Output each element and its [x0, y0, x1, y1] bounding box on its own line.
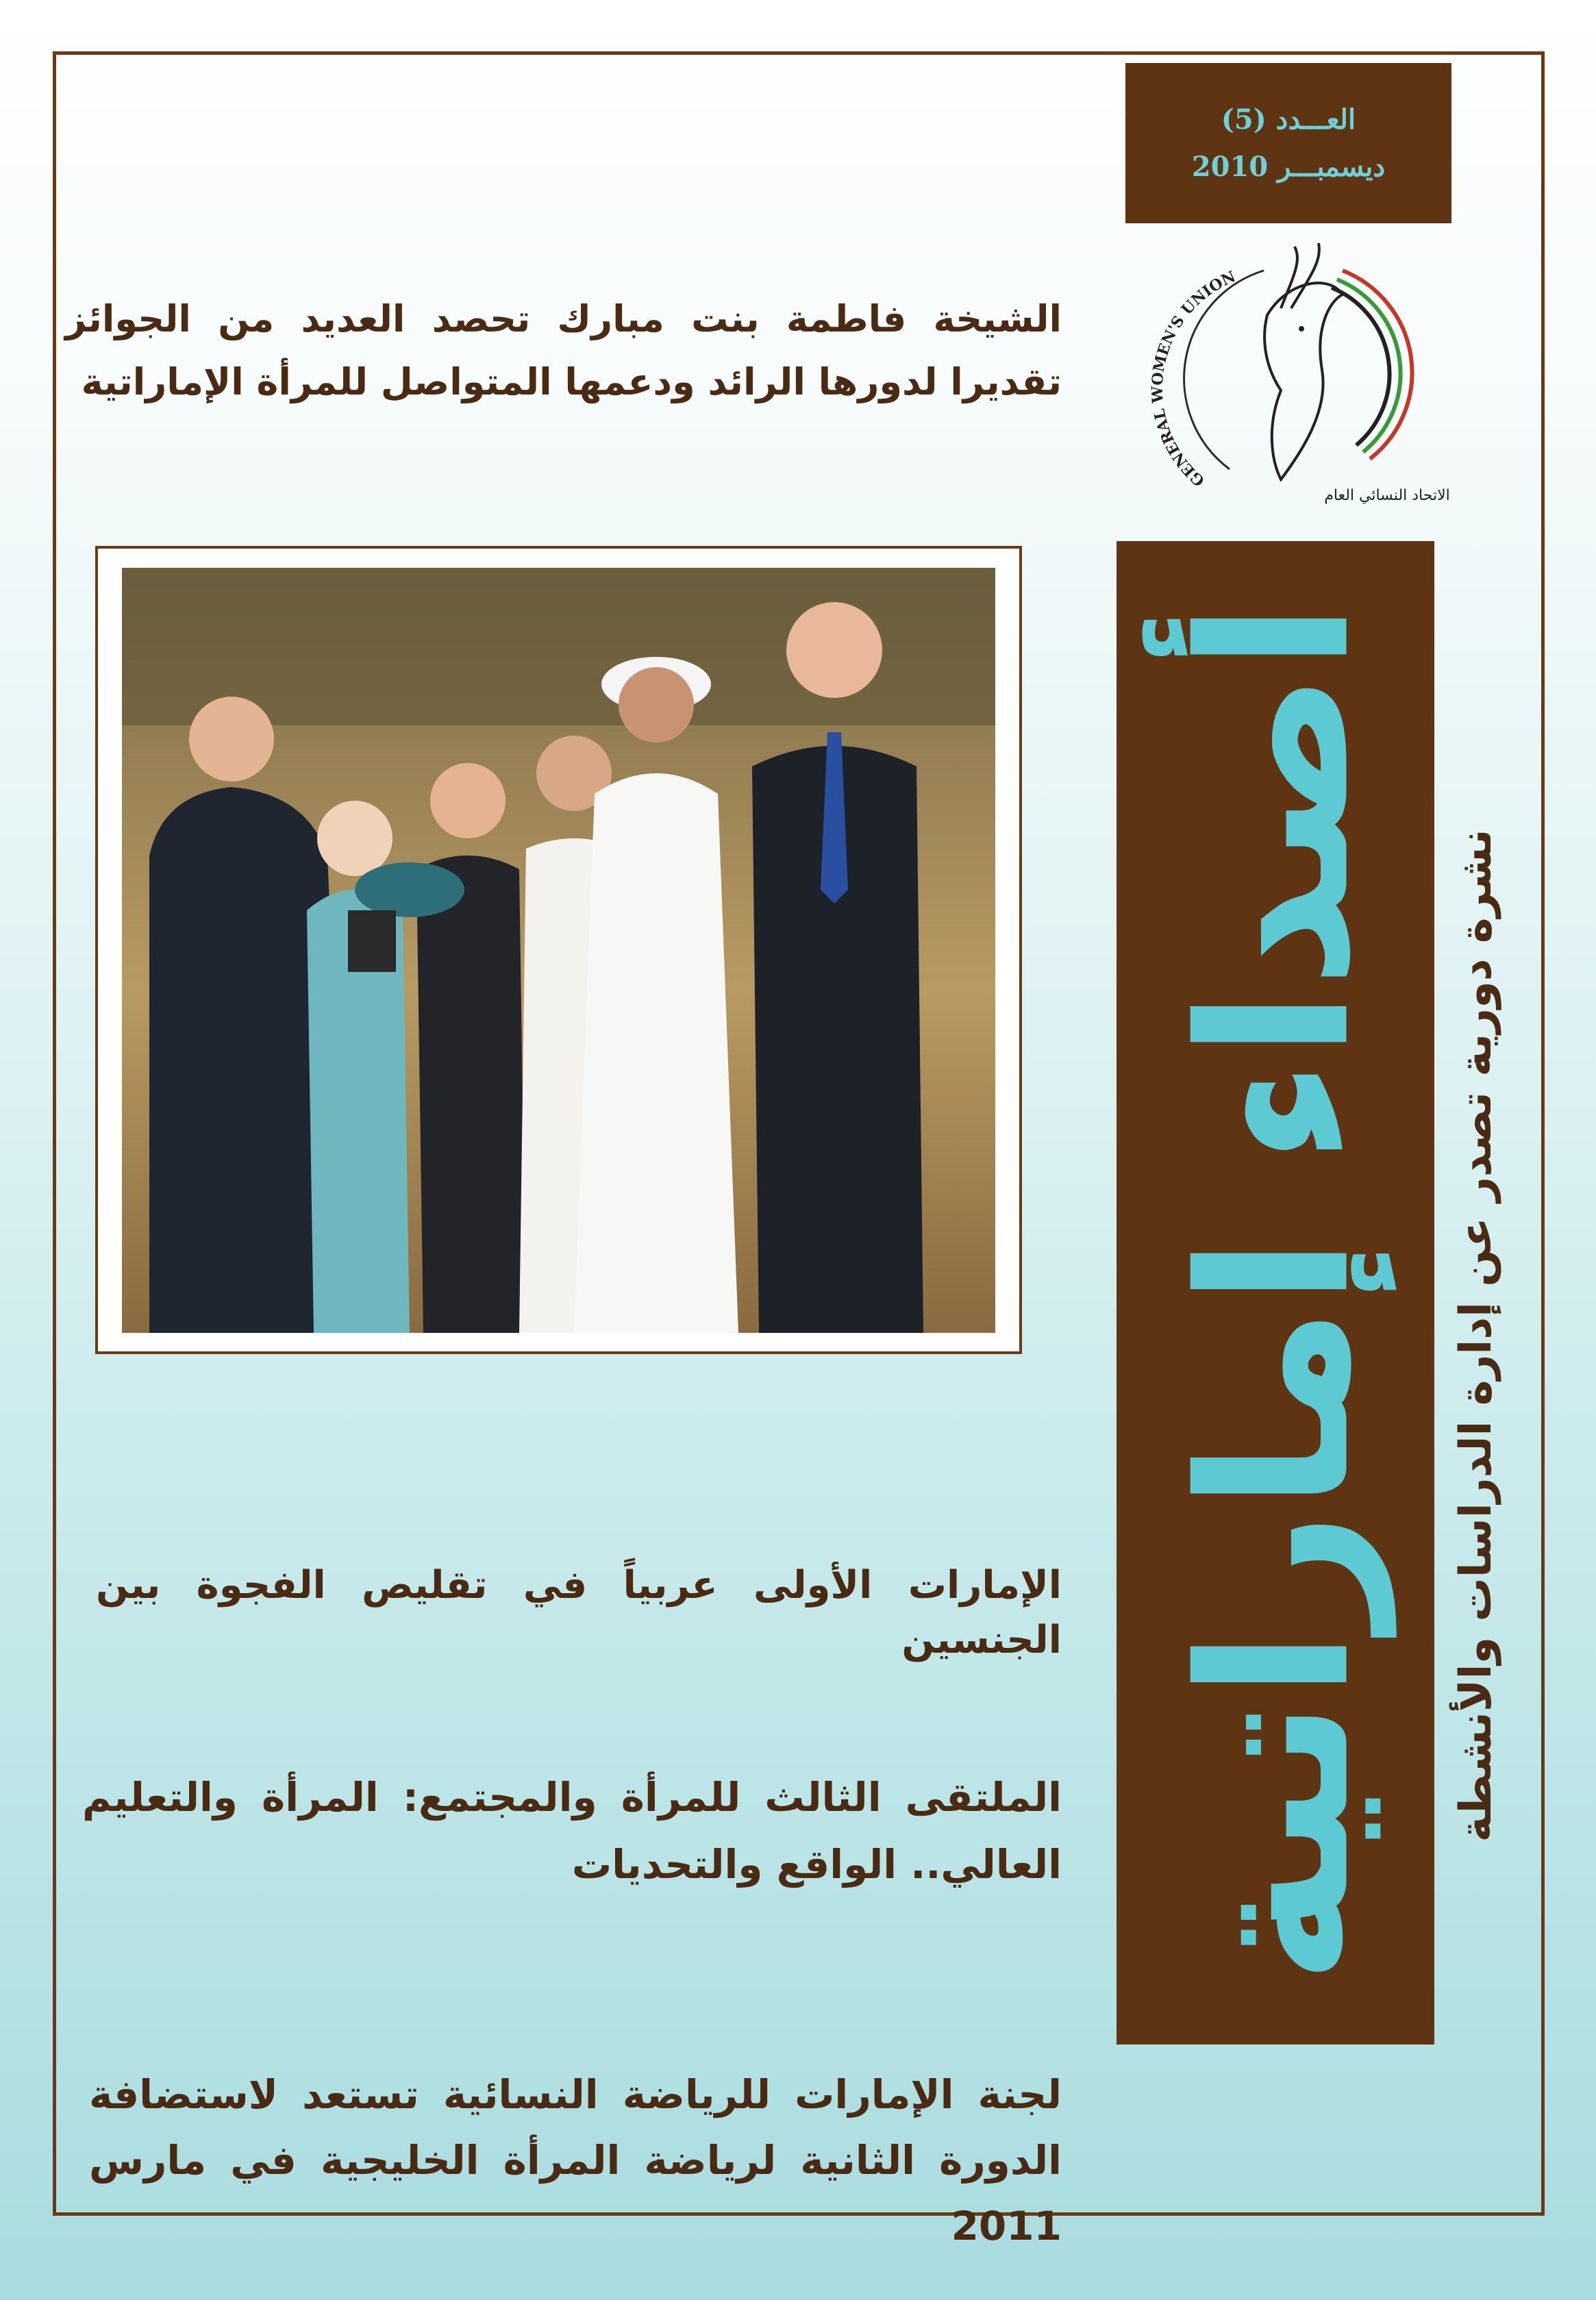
masthead-title: أصداء إماراتية: [1156, 601, 1395, 1985]
logo-english-text: GENERAL WOMEN'S UNION: [1148, 267, 1238, 490]
masthead-subtitle: نشرة دورية تصدر عن إدارة الدراسات والأنشطة: [1451, 829, 1501, 1842]
award-photo: [122, 568, 995, 1333]
logo-arabic-text: الاتحاد النسائي العام: [1324, 487, 1450, 504]
masthead-subtitle-wrap: [1411, 616, 1541, 2055]
issue-info-box: [1125, 63, 1451, 223]
headline-fourth: لجنة الإمارات للرياضة النسائية تستعد لاستضافة الدورة الثانية لرياضة المرأة الخليجية في مارس 2011: [89, 2071, 1062, 2249]
headline-third: الملتقى الثالث للمرأة والمجتمع: المرأة والتعليم العالي.. الواقع والتحديات: [82, 1774, 1062, 1888]
headline-second: الإمارات الأولى عربياً في تقليص الفجوة بين الجنسين: [96, 1563, 1062, 1662]
issue-date: ديسمبـــر 2010: [1191, 151, 1386, 183]
general-womens-union-logo: [1123, 233, 1452, 527]
headline-main: الشيخة فاطمة بنت مبارك تحصد العديد من الجوائز تقديرا لدورها الرائد ودعمها المتواصل للمرأة الإماراتية: [65, 297, 1062, 403]
issue-number: العـــدد (5): [1221, 103, 1356, 136]
photo-frame: [95, 546, 1022, 1354]
masthead-bar: [1117, 541, 1434, 2045]
